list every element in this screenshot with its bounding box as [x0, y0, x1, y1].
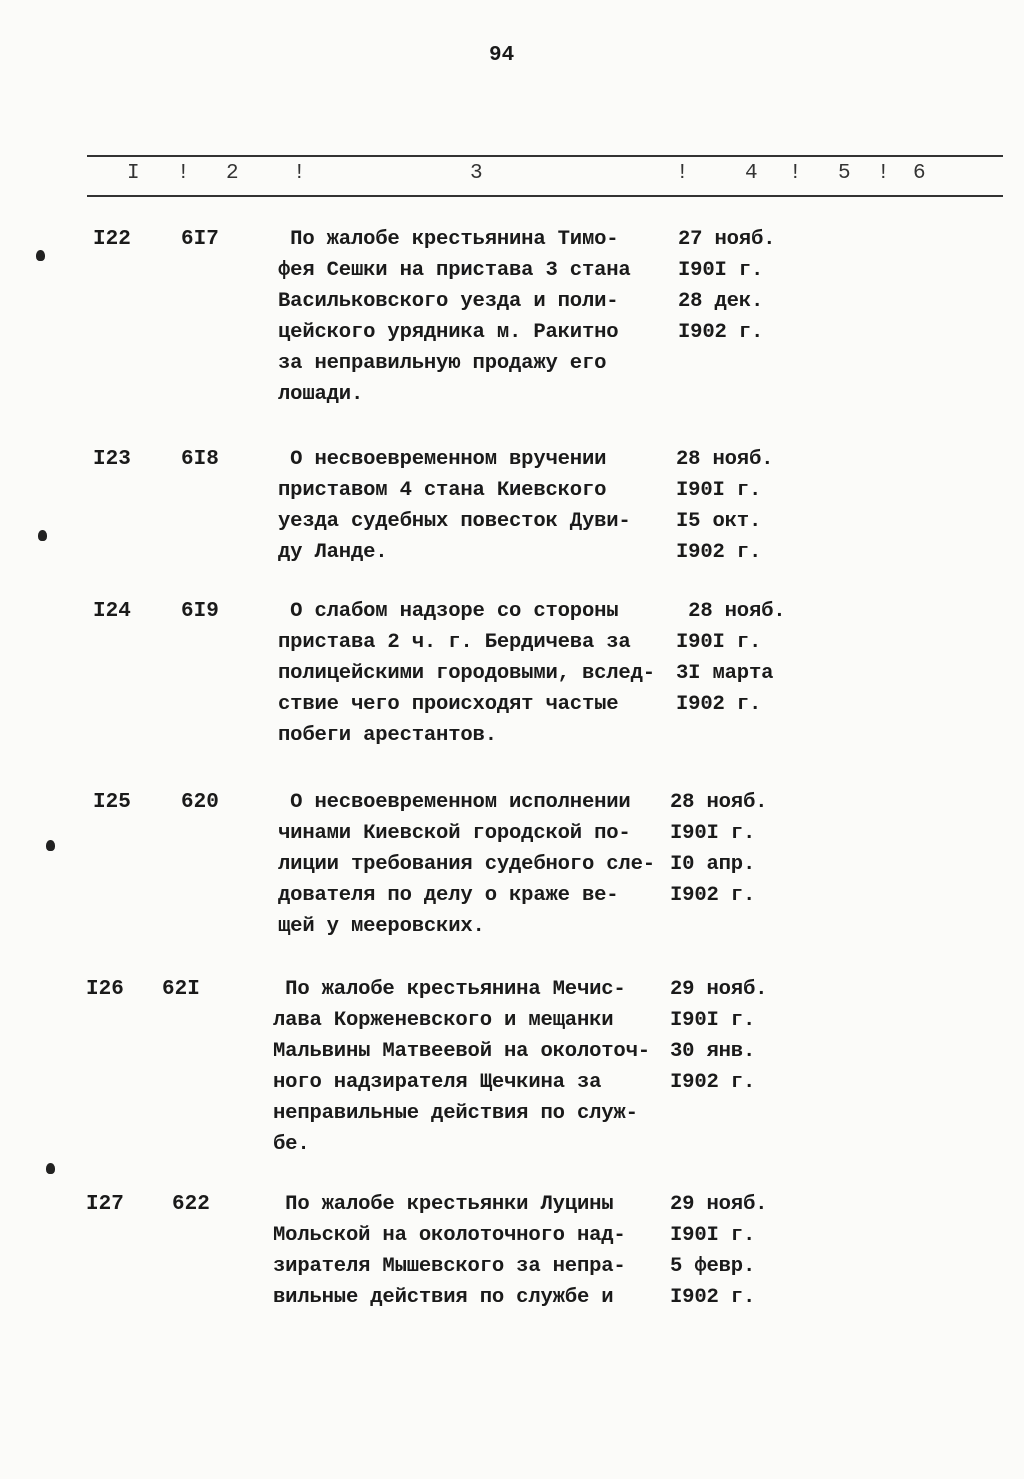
date-line: I0 апр.	[670, 853, 756, 876]
file-number: 620	[181, 791, 219, 814]
column-header: 5	[838, 162, 851, 185]
column-header: 3	[470, 162, 483, 185]
date-line: I5 окт.	[676, 510, 762, 533]
description-line: По жалобе крестьянина Тимо-	[278, 228, 619, 251]
entry-number: I26	[86, 978, 124, 1001]
file-number: 622	[172, 1193, 210, 1216]
date-line: I90I г.	[678, 259, 764, 282]
entry-number: I27	[86, 1193, 124, 1216]
column-separator: !	[676, 162, 689, 185]
description-line: По жалобе крестьянина Мечис-	[273, 978, 626, 1001]
description-line: щей у мееровских.	[278, 915, 485, 938]
description-line: ствие чего происходят частые	[278, 693, 619, 716]
date-line: 28 дек.	[678, 290, 764, 313]
date-line: 3I марта	[676, 662, 774, 685]
description-line: уезда судебных повесток Дуви-	[278, 510, 631, 533]
date-line: 28 нояб.	[670, 791, 768, 814]
punch-hole-mark	[38, 530, 47, 541]
date-line: I902 г.	[676, 541, 762, 564]
description-line: приставом 4 стана Киевского	[278, 479, 607, 502]
description-line: побеги арестантов.	[278, 724, 497, 747]
description-line: ного надзирателя Щечкина за	[273, 1071, 602, 1094]
description-line: неправильные действия по служ-	[273, 1102, 638, 1125]
file-number: 6I8	[181, 448, 219, 471]
date-line: I902 г.	[670, 1286, 756, 1309]
description-line: Васильковского уезда и поли-	[278, 290, 619, 313]
date-line: I90I г.	[670, 822, 756, 845]
file-number: 6I7	[181, 228, 219, 251]
description-line: дователя по делу о краже ве-	[278, 884, 619, 907]
column-separator: !	[293, 162, 306, 185]
description-line: вильные действия по службе и	[273, 1286, 614, 1309]
description-line: пристава 2 ч. г. Бердичева за	[278, 631, 631, 654]
column-separator: !	[877, 162, 890, 185]
table-header-top-rule	[87, 155, 1003, 157]
punch-hole-mark	[36, 250, 45, 261]
date-line: I90I г.	[670, 1009, 756, 1032]
column-header: 2	[226, 162, 239, 185]
date-line: 29 нояб.	[670, 978, 768, 1001]
description-line: Мальвины Матвеевой на околоточ-	[273, 1040, 650, 1063]
date-line: I90I г.	[670, 1224, 756, 1247]
date-line: 5 февр.	[670, 1255, 756, 1278]
column-separator: !	[789, 162, 802, 185]
date-line: I90I г.	[676, 631, 762, 654]
table-header-bottom-rule	[87, 195, 1003, 197]
date-line: I902 г.	[678, 321, 764, 344]
description-line: фея Сешки на пристава 3 стана	[278, 259, 631, 282]
date-line: I902 г.	[670, 1071, 756, 1094]
description-line: за неправильную продажу его	[278, 352, 607, 375]
date-line: I902 г.	[670, 884, 756, 907]
column-header: 6	[913, 162, 926, 185]
date-line: 28 нояб.	[676, 600, 786, 623]
entry-number: I22	[93, 228, 131, 251]
file-number: 62I	[162, 978, 200, 1001]
date-line: 29 нояб.	[670, 1193, 768, 1216]
description-line: лошади.	[278, 383, 364, 406]
description-line: По жалобе крестьянки Луцины	[273, 1193, 614, 1216]
description-line: полицейскими городовыми, вслед-	[278, 662, 655, 685]
column-header: I	[127, 162, 140, 185]
description-line: чинами Киевской городской по-	[278, 822, 631, 845]
description-line: О несвоевременном вручении	[278, 448, 607, 471]
description-line: ду Ланде.	[278, 541, 388, 564]
file-number: 6I9	[181, 600, 219, 623]
description-line: О несвоевременном исполнении	[278, 791, 631, 814]
description-line: О слабом надзоре со стороны	[278, 600, 619, 623]
entry-number: I23	[93, 448, 131, 471]
description-line: Мольской на околоточного над-	[273, 1224, 626, 1247]
description-line: лава Корженевского и мещанки	[273, 1009, 614, 1032]
column-header: 4	[745, 162, 758, 185]
date-line: 30 янв.	[670, 1040, 756, 1063]
description-line: лиции требования судебного сле-	[278, 853, 655, 876]
punch-hole-mark	[46, 840, 55, 851]
date-line: 28 нояб.	[676, 448, 774, 471]
page-number: 94	[489, 44, 515, 67]
date-line: I90I г.	[676, 479, 762, 502]
description-line: бе.	[273, 1133, 310, 1156]
description-line: зирателя Мышевского за непра-	[273, 1255, 626, 1278]
date-line: I902 г.	[676, 693, 762, 716]
description-line: цейского урядника м. Ракитно	[278, 321, 619, 344]
punch-hole-mark	[46, 1163, 55, 1174]
column-separator: !	[177, 162, 190, 185]
entry-number: I24	[93, 600, 131, 623]
entry-number: I25	[93, 791, 131, 814]
date-line: 27 нояб.	[678, 228, 776, 251]
